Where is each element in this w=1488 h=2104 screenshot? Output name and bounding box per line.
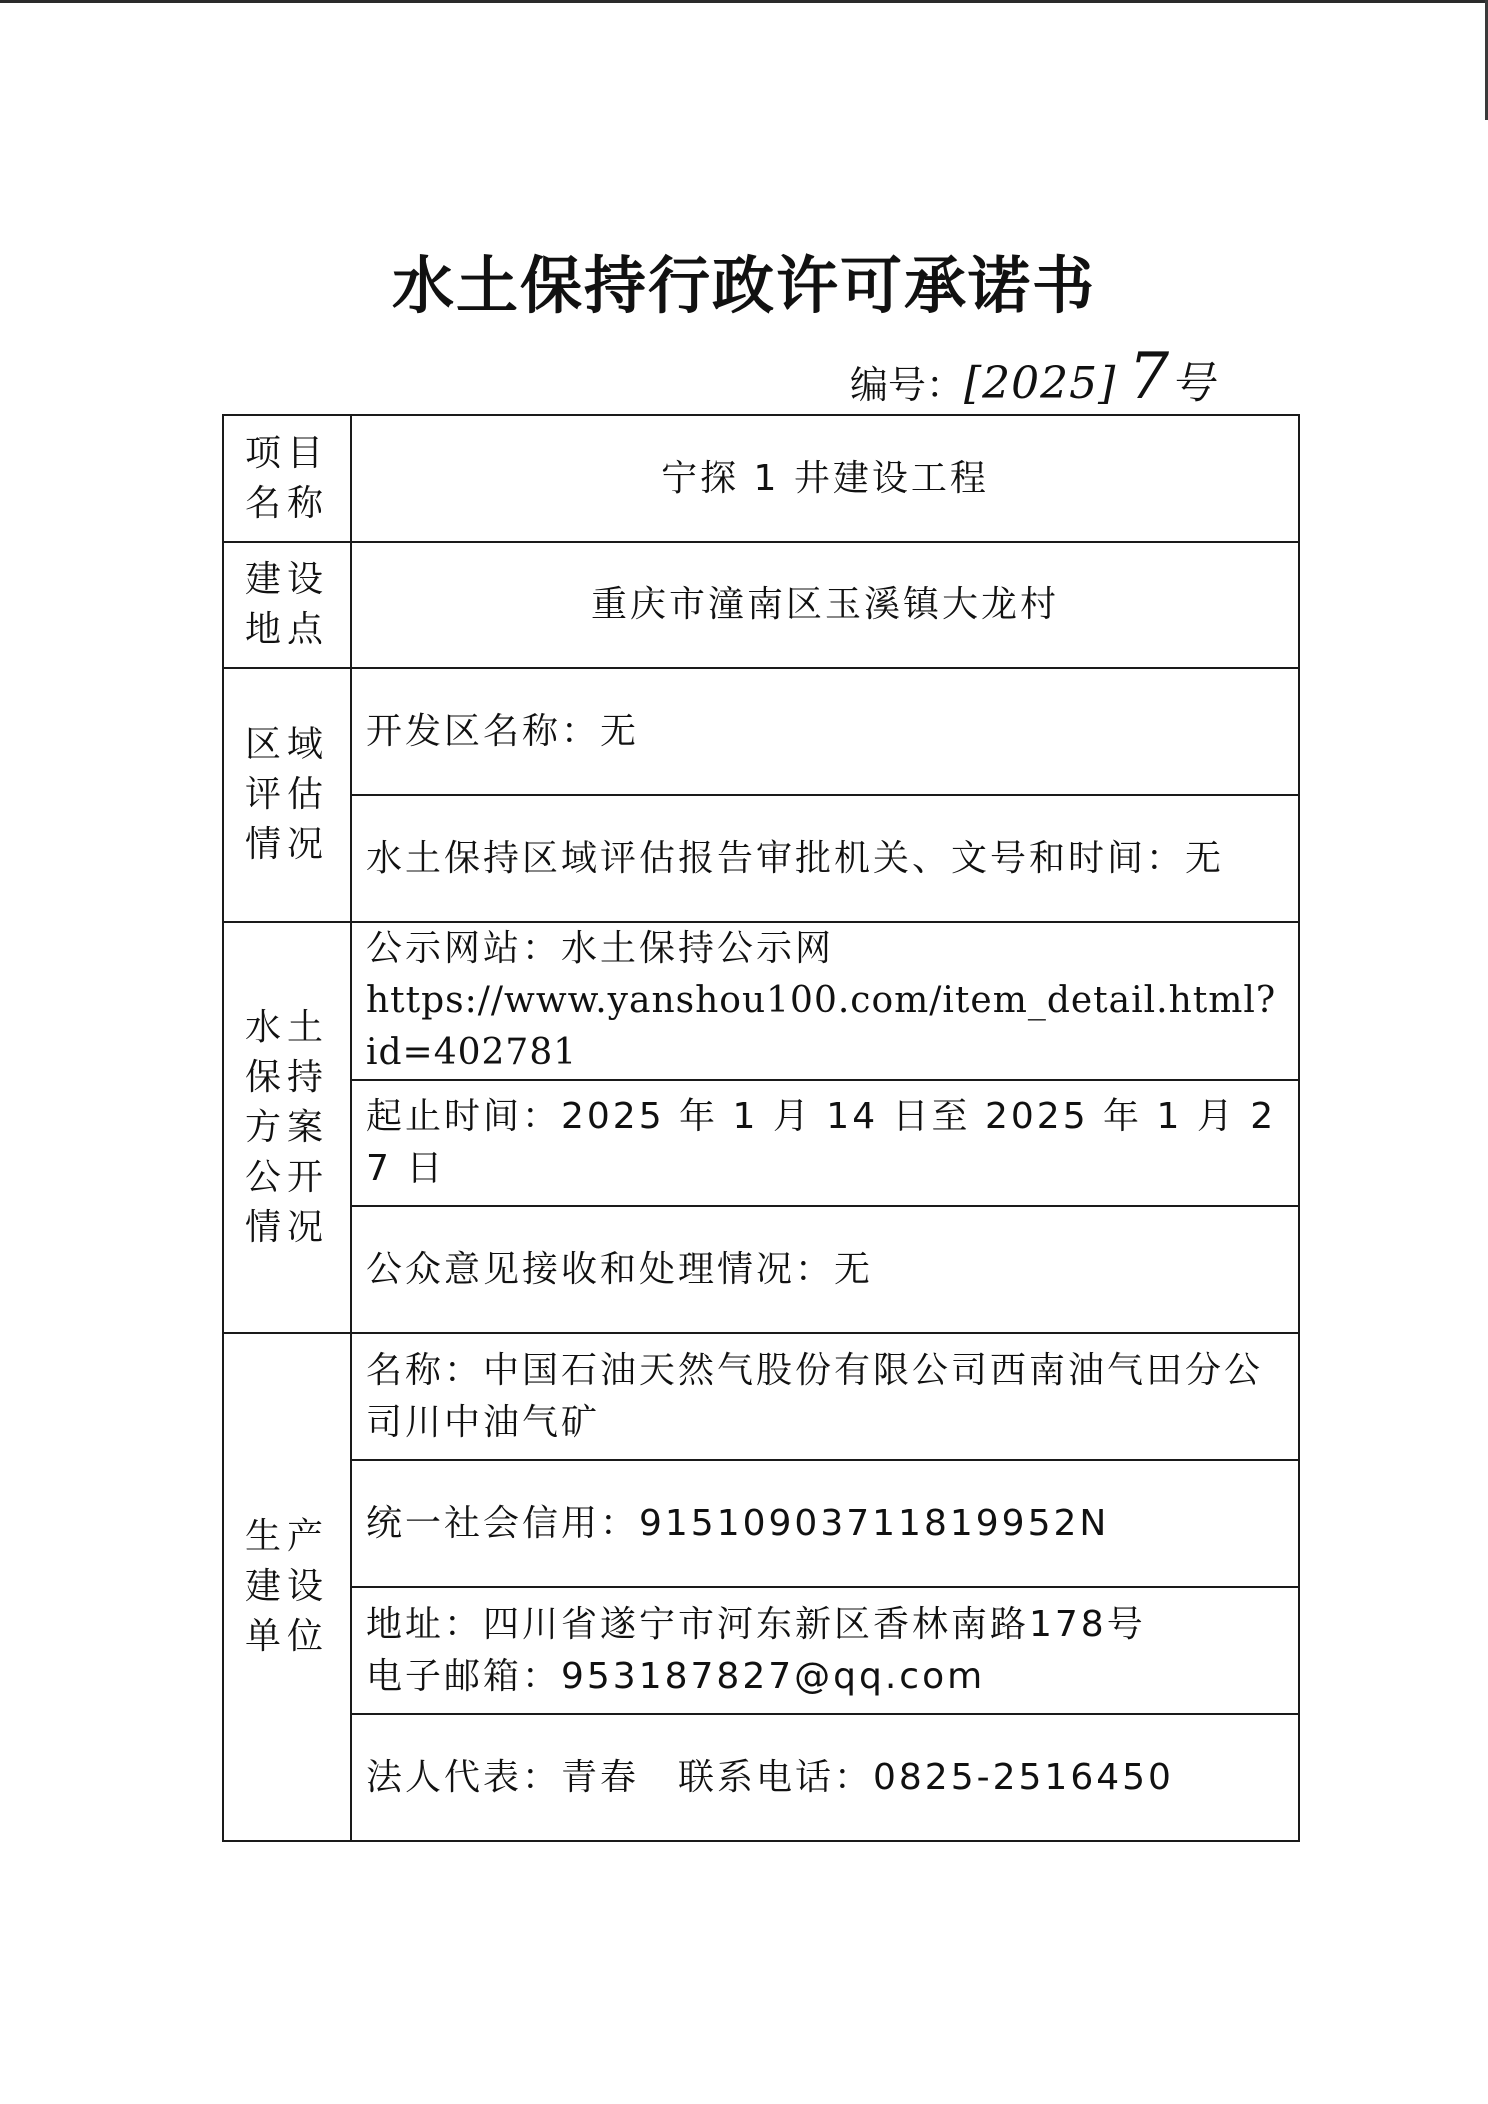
row-public-opinion: [223, 1206, 1299, 1333]
document-title: 水土保持行政许可承诺书: [391, 249, 1096, 322]
label-regional-eval: 区域评估情况: [223, 668, 351, 922]
website-url: https://www.yanshou100.com/item_detail.html?id=402781: [366, 980, 1277, 1073]
label-builder: 生产建设单位: [223, 1333, 351, 1841]
value-period: 起止时间：2025 年 1 月 14 日至 2025 年 1 月 27 日: [351, 1080, 1299, 1206]
document-number-value: 7: [1128, 340, 1171, 414]
row-dev-zone: [223, 668, 1299, 795]
row-credit-code: [223, 1460, 1299, 1587]
row-period: [223, 1080, 1299, 1206]
value-address: 地址：四川省遂宁市河东新区香林南路178号: [366, 1603, 1146, 1645]
row-website: [223, 922, 1299, 1080]
value-website: [351, 922, 1299, 1080]
value-address-email: [351, 1587, 1299, 1714]
value-dev-zone: 开发区名称：无: [351, 668, 1299, 795]
value-legal-rep: 法人代表：青春 联系电话：0825-2516450: [351, 1714, 1299, 1841]
row-eval-report: [223, 795, 1299, 922]
document-number-suffix: 号: [1170, 358, 1216, 409]
label-location: 建设地点: [223, 542, 351, 668]
scan-edge-top: [0, 0, 1488, 3]
row-address: [223, 1587, 1299, 1714]
commitment-form-table: [222, 414, 1300, 1842]
row-project-name: [223, 415, 1299, 542]
value-builder-name: 名称：中国石油天然气股份有限公司西南油气田分公司川中油气矿: [351, 1333, 1299, 1460]
value-credit-code: 统一社会信用：91510903711819952N: [351, 1460, 1299, 1587]
document-number: [850, 340, 1215, 414]
value-project-name: 宁探 1 井建设工程: [351, 415, 1299, 542]
row-legal-rep: [223, 1714, 1299, 1841]
label-plan-disclosure: 水土保持方案公开情况: [223, 922, 351, 1333]
label-project-name: 项目名称: [223, 415, 351, 542]
row-location: [223, 542, 1299, 668]
value-eval-report: 水土保持区域评估报告审批机关、文号和时间：无: [351, 795, 1299, 922]
document-number-label: 编号：: [850, 363, 965, 407]
value-public-opinion: 公众意见接收和处理情况：无: [351, 1206, 1299, 1333]
website-label: 公示网站：水土保持公示网: [366, 928, 835, 969]
value-location: 重庆市潼南区玉溪镇大龙村: [351, 542, 1299, 668]
document-number-year: [2025]: [964, 358, 1117, 409]
value-email: 电子邮箱：953187827@qq.com: [366, 1655, 986, 1697]
row-builder-name: [223, 1333, 1299, 1460]
